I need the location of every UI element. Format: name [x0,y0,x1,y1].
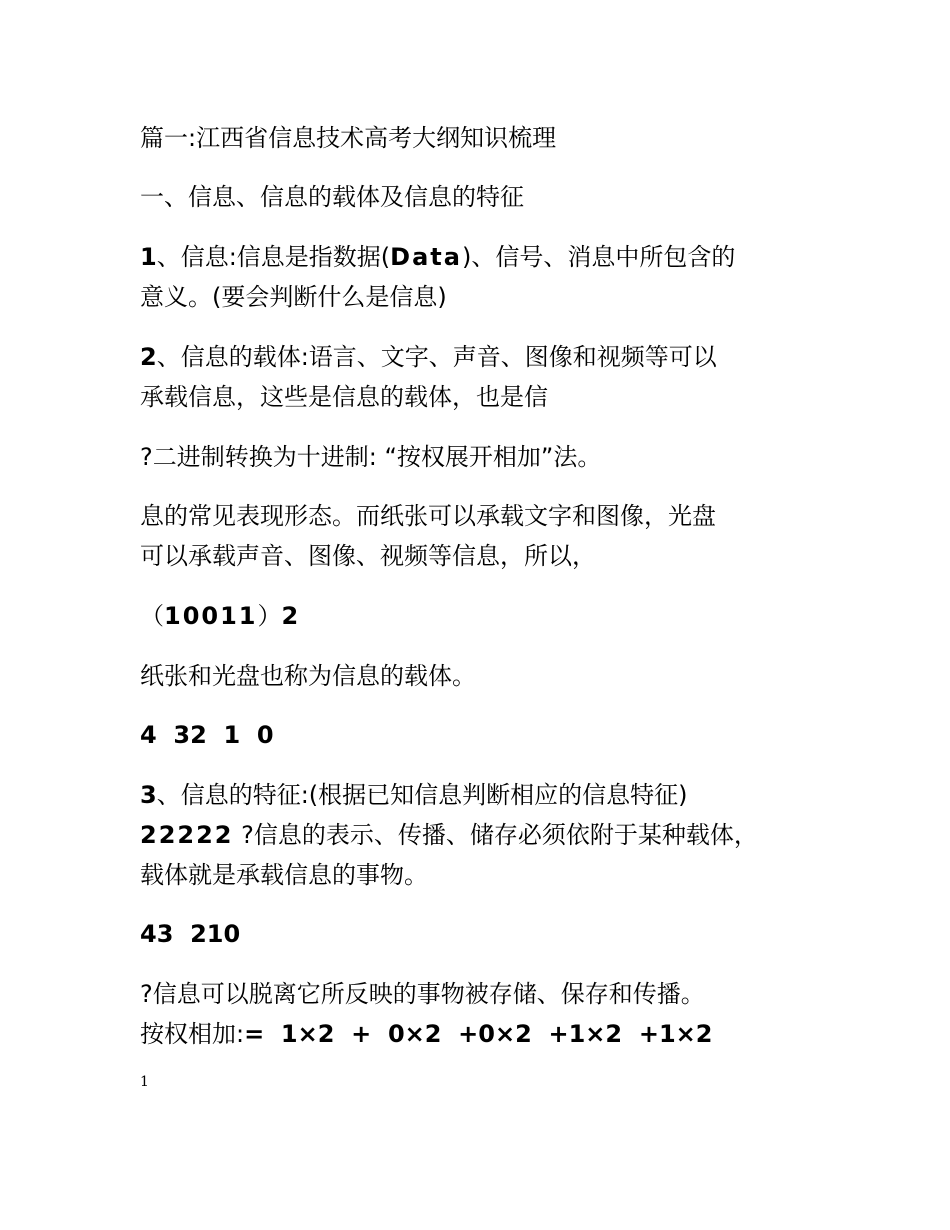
text-run: 意义。(要会判断什么是信息) [140,283,447,311]
text-run: 、信息:信息是指数据( [156,243,391,271]
exponent-digits: 4 32 1 0 [140,721,274,749]
paragraph-line-12 [140,979,705,1009]
text-run: 息的常见表现形态。而纸张可以承载文字和图像，光盘 [140,502,716,530]
item-number: 2 [140,343,157,371]
paragraph-line-4 [140,382,548,412]
formula-expression: = 1×2 + 0×2 +0×2 +1×2 +1×2 [244,1020,713,1048]
open-paren: （ [140,602,164,630]
paragraph-line-1 [140,242,735,272]
text-run: 承载信息，这些是信息的载体，也是信 [140,383,548,411]
exponent-line-1 [140,720,274,750]
text-run: 纸张和光盘也称为信息的载体。 [140,662,476,690]
heading-title [140,123,556,153]
text-run-bold: Data [390,243,462,271]
binary-number-line [140,601,298,631]
exponent-line-2 [140,919,240,949]
close-paren: ） [257,602,282,630]
text-run: 、信息的载体:语言、文字、声音、图像和视频等可以 [156,343,717,371]
text-run: ?二进制转换为十进制: “按权展开相加”法。 [140,443,602,471]
paragraph-line-7 [140,541,596,571]
paragraph-line-10 [140,820,758,850]
formula-line [140,1019,712,1049]
page-number: 1 [140,1074,149,1090]
paragraph-line-3 [140,342,717,372]
paragraph-line-2 [140,282,447,312]
text-run: ?信息可以脱离它所反映的事物被存储、保存和传播。 [140,980,705,1008]
paragraph-line-8 [140,661,476,691]
paragraph-line-5 [140,442,601,472]
base-digits: 22222 [140,821,234,849]
binary-digits: 10011 [164,602,258,630]
exponent-digits: 43 210 [140,920,241,948]
paragraph-line-6 [140,501,716,531]
binary-base: 2 [281,602,299,630]
item-number: 3 [140,781,157,809]
paragraph-line-9 [140,780,688,810]
text-run: 、信息的特征:(根据已知信息判断相应的信息特征) [156,781,688,809]
paragraph-line-11 [140,860,428,890]
text-run: 按权相加: [140,1020,245,1048]
section-heading [140,182,524,212]
section-heading-text: 一、信息、信息的载体及信息的特征 [140,183,524,211]
text-run: 载体就是承载信息的事物。 [140,861,428,889]
text-run: ?信息的表示、传播、储存必须依附于某种载体， [233,821,758,849]
text-run: 可以承载声音、图像、视频等信息，所以， [140,542,596,570]
item-number: 1 [140,243,157,271]
text-run: )、信号、消息中所包含的 [461,243,736,271]
heading-title-text: 篇一:江西省信息技术高考大纲知识梳理 [140,124,557,152]
